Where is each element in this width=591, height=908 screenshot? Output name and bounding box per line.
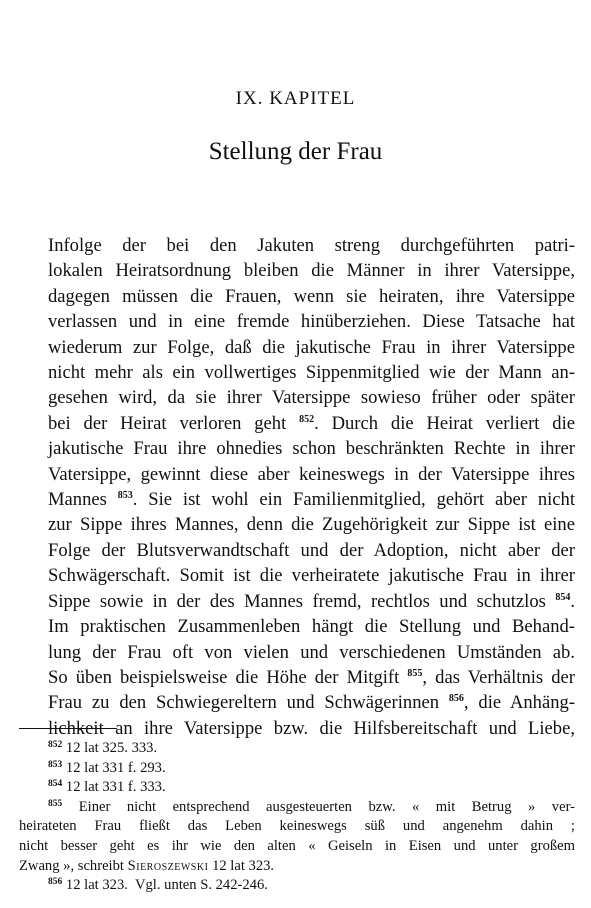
paragraph-line: jakutische Frau ihre ohnedies schon beschränkten Rechte in ihrer [48,438,575,460]
footnote-text: 12 lat 323. Vgl. unten S. 242-246. [65,877,268,894]
paragraph-line: Infolge der bei den Jakuten streng durchgeführten patri- [48,235,575,256]
footnote-text: 12 lat 331 f. 333. [65,779,166,796]
footnote-text: Einer nicht entsprechend ausgesteuerten bzw. « mit Betrug » ver- [78,798,575,815]
footnote-number: 855 [48,798,63,809]
footnote-text: Zwang », schreibt [19,857,124,874]
paragraph-line: zur Sippe ihres Mannes, denn die Zugehörigkeit zur Sippe ist eine [48,514,575,536]
line-segment: , das Verhältnis der [422,666,575,688]
line-segment: . Sie ist wohl ein Familienmitglied, gehört aber nicht [132,489,575,511]
paragraph-line [19,411,575,436]
paragraph-line [19,690,575,715]
footnote-853 [19,759,575,779]
footnotes [19,739,575,896]
line-segment: Mannes [48,489,107,511]
chapter-title: Stellung der Frau [208,138,383,165]
footnote-ref: 852 [299,413,315,425]
footnote-text: 12 lat 323. [212,857,275,874]
main-paragraph [19,233,575,741]
footnote-number: 856 [48,877,63,888]
paragraph-line: Schwägerschaft. Somit ist die verheiratete jakutische Frau in ihrer [48,565,575,587]
paragraph-line: lichkeit an ihre Vatersippe bzw. die Hilfsbereitschaft und Liebe, [48,717,575,739]
line-segment: bei der Heirat verloren geht [48,412,287,434]
paragraph-line: dagegen müssen die Frauen, wenn sie heiraten, ihre Vatersippe [48,285,575,307]
footnote-text: 12 lat 325. 333. [65,740,158,756]
paragraph-line: wiederum zur Folge, daß die jakutische Frau in ihrer Vatersippe [48,336,575,358]
paragraph-line: lokalen Heiratsordnung bleiben die Männer in ihrer Vatersippe, [48,260,575,282]
line-segment: So üben beispielsweise die Höhe der Mitgift [48,666,400,688]
chapter-heading: IX. KAPITEL [235,88,356,109]
paragraph-line: verlassen und in eine fremde hinüberziehen. Diese Tatsache hat [48,311,575,333]
footnote-number: 853 [48,759,63,770]
paragraph-line [19,487,575,512]
footnote-855 [19,798,575,876]
paragraph-line: lung der Frau oft von vielen und verschiedenen Umständen ab. [48,641,575,663]
footnote-text: heirateten Frau fließt das Leben keineswegs süß und angenehm dahin ; [19,818,575,835]
line-segment: , die Anhäng- [463,692,575,714]
paragraph-line: nicht mehr als ein vollwertiges Sippenmitglied wie der Mann an- [48,362,575,384]
footnote-author: Sieroszewski [127,857,209,874]
line-segment: Sippe sowie in der des Mannes fremd, rechtlos und schutzlos [48,590,546,612]
footnote-ref: 853 [117,490,133,502]
paragraph-line: Sippe sowie in der des Mannes fremd, rechtlos und schutzlos $^{854}$. [48,590,576,612]
footnote-number: 854 [48,779,63,790]
footnote-text: 12 lat 331 f. 293. [65,759,166,776]
footnote-number: 852 [48,740,63,750]
paragraph-line [19,665,575,690]
footnote-856 [19,876,575,896]
paragraph-line: Vatersippe, gewinnt diese aber keineswegs in der Vatersippe ihres [48,463,575,485]
paragraph-line: Im praktischen Zusammenleben hängt die Stellung und Behand- [48,616,575,638]
footnote-854 [19,778,575,798]
paragraph-line: gesehen wird, da sie ihrer Vatersippe sowieso früher oder später [48,387,575,409]
line-segment: . Durch die Heirat verliert die [314,412,575,434]
line-segment: Frau zu den Schwiegereltern und Schwägerinnen [48,692,440,714]
footnote-ref: 855 [407,667,423,679]
paragraph-line: Folge der Blutsverwandtschaft und der Adoption, nicht aber der [48,539,575,561]
footnote-852 [19,739,575,759]
footnote-separator [19,728,117,729]
footnote-text: nicht besser geht es ihr wie den alten « Geiseln in Eisen und unter großem [19,837,575,854]
footnote-ref: 854 [555,591,571,603]
footnote-ref: 856 [448,693,464,705]
